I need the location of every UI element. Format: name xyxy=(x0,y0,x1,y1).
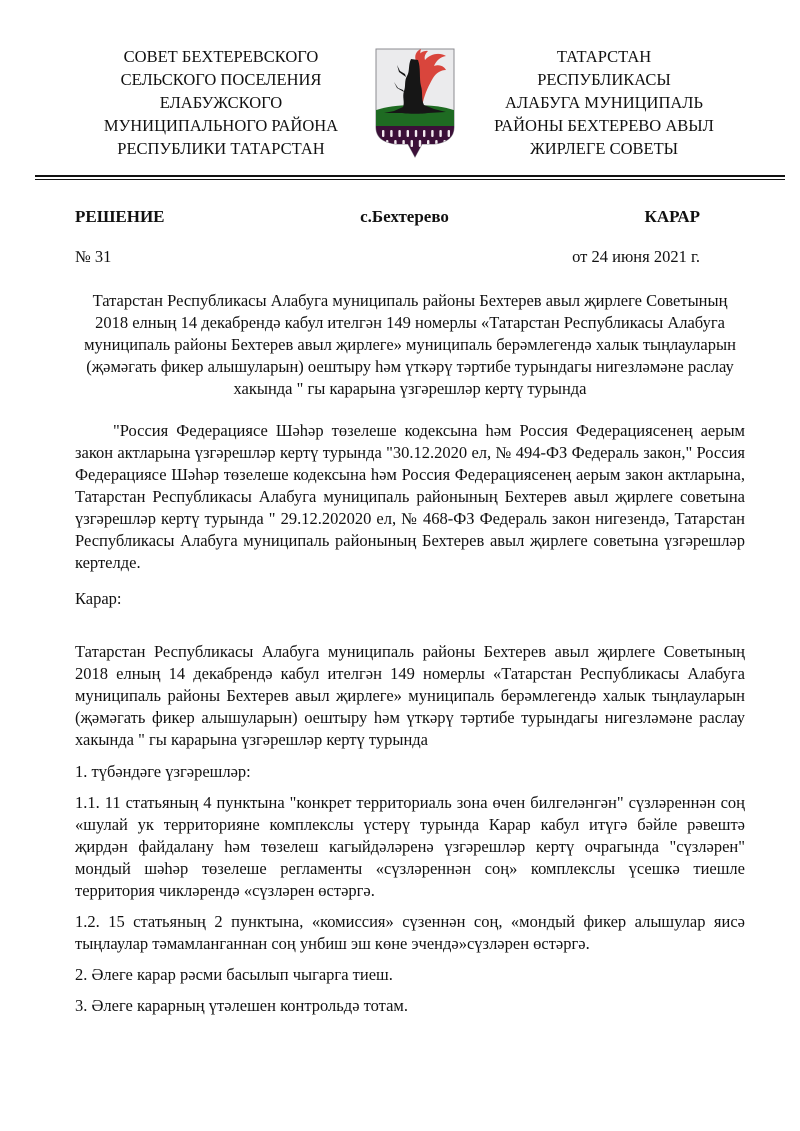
resolution-keyword: Карар: xyxy=(75,589,122,608)
doc-type-tt: КАРАР xyxy=(644,207,700,226)
org-name-russian xyxy=(75,45,367,160)
org-line: ЖИРЛЕГЕ СОВЕТЫ xyxy=(529,139,679,158)
item-3: 3. Әлеге карарның үтәлешен контрольдә тотам. xyxy=(75,996,408,1015)
item-1-2: 1.2. 15 статьяның 2 пунктына, «комиссия» сүзеннән соң, «мондый фикер алышулар яисә тыңлаулар тәмамланганнан соң унбиш эш көне эчендә»сүзләрен өстәргә. xyxy=(75,912,745,953)
org-name-tatar xyxy=(463,45,745,160)
doc-number: № 31 xyxy=(75,247,112,266)
org-line: АЛАБУГА МУНИЦИПАЛЬ xyxy=(505,93,703,112)
document-title: Татарстан Республикасы Алабуга муниципаль районы Бехтерев авыл җирлеге Советының 2018 елның 14 декабрендә кабул ителгән 149 номерлы «Татарстан Республикасы Алабуга муниципаль районы Бехтерев авыл җирлеге» муниципаль берәмлегендә халык тыңлауларын (җәмәгать фикер алышуларын) оештыру һәм үткәрү тәртибе турындагы нигезләмәне раслау хакында " гы карарына үзгәрешләр кертү турында xyxy=(84,291,736,398)
header-divider xyxy=(35,175,785,180)
org-line: СОВЕТ БЕХТЕРЕВСКОГО xyxy=(123,47,319,66)
org-line: РЕСПУБЛИКИ ТАТАРСТАН xyxy=(117,139,325,158)
item-2: 2. Әлеге карар рәсми басылып чыгарга тиеш. xyxy=(75,965,393,984)
org-line: СЕЛЬСКОГО ПОСЕЛЕНИЯ xyxy=(120,70,322,89)
doc-place: с.Бехтерево xyxy=(360,207,449,226)
coat-of-arms-emblem xyxy=(372,47,458,165)
item-1-1: 1.1. 11 статьяның 4 пунктына "конкрет территориаль зона өчен билгеләнгән" сүзләреннән соң «шулай ук территорияне комплекслы үстерү турында Карар кабул итүгә бәйле рәвештә җирдән файдалану һәм төзелеш кагыйдәләренә үзгәрешләр кертү очрагында "сүзләрен" мондый шәһәр төзелеше регламенты «сүзләреннән соң» комплекслы үсешкә тиешле территория чикләрендә «сүзләрен өстәргә. xyxy=(75,793,745,900)
document-header xyxy=(75,45,745,165)
doc-number-line xyxy=(75,247,745,267)
preamble-paragraph: "Россия Федерациясе Шәһәр төзелеше кодексына һәм Россия Федерациясенең аерым закон актларына үзгәрешләр кертү турында "30.12.2020 ел, № 494-ФЗ Федераль закон," Россия Федерациясе Шәһәр төзелеше кодексына һәм Россия Федерациясенең аерым закон актларына, Татарстан Республикасы Алабуга муниципаль районының Бехтерев авыл җирлеге советына үзгәрешләр кертү турында " 29.12.202020 ел, № 468-ФЗ Федераль закон нигезендә, Татарстан Республикасы Алабуга муниципаль районының Бехтерев авыл җирлеге советына үзгәрешләр кертелде. xyxy=(75,421,745,572)
restatement-paragraph: Татарстан Республикасы Алабуга муниципаль районы Бехтерев авыл җирлеге Советының 2018 елның 14 декабрендә кабул ителгән 149 номерлы «Татарстан Республикасы Алабуга муниципаль районы Бехтерев авыл җирлеге» муниципаль берәмлегендә халык тыңлауларын (җәмәгать фикер алышуларын) оештыру һәм үткәрү тәртибе турындагы нигезләмәне раслау хакында " гы карарына үзгәрешләр кертү турында xyxy=(75,642,745,749)
doc-type-line xyxy=(75,207,745,227)
doc-type-ru: РЕШЕНИЕ xyxy=(75,207,165,226)
org-line: РАЙОНЫ БЕХТЕРЕВО АВЫЛ xyxy=(494,116,714,135)
coat-of-arms-icon xyxy=(372,47,458,160)
item-1: 1. түбәндәге үзгәрешләр: xyxy=(75,762,251,781)
doc-date: от 24 июня 2021 г. xyxy=(572,247,700,266)
org-line: РЕСПУБЛИКАСЫ xyxy=(537,70,671,89)
org-line: ТАТАРСТАН xyxy=(556,47,652,66)
org-line: МУНИЦИПАЛЬНОГО РАЙОНА xyxy=(103,116,339,135)
org-line: ЕЛАБУЖСКОГО xyxy=(159,93,283,112)
